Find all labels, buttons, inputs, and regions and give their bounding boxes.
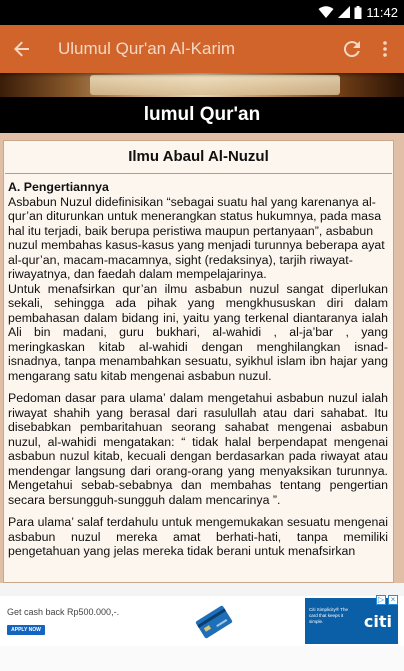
content-bottom-edge — [0, 583, 404, 596]
adchoices-icon[interactable]: ▷ — [377, 595, 385, 604]
paragraph-1: Asbabun Nuzul didefinisikan “sebagai suatu hal yang karenanya al-qur’an diturunkan untuk menerangkan status hukumnya, pada masa hal itu terjadi, baik berupa peristiwa maupun pertanyaan”, asbabun nuzul membahas kasus-kasus yang menjadi turunnya beberapa ayat al-qur’an, macam-macamnya, sight (redaksinya), tarjih riwayat-riwayatnya, dan faedah dalam mempelajarinya. — [8, 194, 385, 281]
bottom-area — [0, 646, 404, 671]
page-header — [0, 97, 404, 133]
back-button[interactable] — [2, 25, 42, 73]
battery-icon — [354, 6, 362, 19]
paragraph-3: Pedoman dasar para ulama’ dalam mengetahui asbabun nuzul ialah riwayat shahih yang berasal dari rasulullah atau dari sahabat. Itu disebabkan pembaritahuan seorang sahabat mengenai asbabun nuzul, al-wahidi mengatakan: “ tidak halal berpendapat mengenai asbabun nuzul kitab, kecuali dengan berdasarkan pada riwayat atau mendengar langsung dari orang-orang yang menyaksikan turunnya. Mengetahui sebab-sebabnya dan membahas tentang pengertian secara bersungguh-sungguh dalam mencarinya ”. — [8, 391, 388, 507]
more-options-button[interactable] — [370, 25, 400, 73]
clock: 11:42 — [366, 5, 398, 20]
more-vert-icon — [383, 41, 387, 57]
article-title: Ilmu Abaul Al-Nuzul — [128, 148, 269, 165]
refresh-button[interactable] — [334, 25, 370, 73]
ad-banner[interactable] — [0, 596, 404, 646]
banner-scroll-decoration — [90, 75, 340, 95]
ad-brand-text: Citi Simplicity® The card that keeps it simple. — [309, 607, 348, 624]
page-title: lumul Qur'an — [143, 104, 261, 125]
app-bar — [0, 25, 404, 73]
refresh-icon — [344, 41, 360, 57]
section-heading: A. Pengertiannya — [8, 180, 109, 194]
wifi-icon — [318, 6, 334, 19]
ad-choices[interactable] — [376, 595, 398, 605]
close-icon[interactable]: × — [388, 595, 398, 605]
ad-brand-logo: citi — [363, 612, 392, 631]
ad-headline: Get cash back Rp500.000,-. — [7, 607, 120, 617]
arrow-back-icon — [14, 41, 30, 57]
credit-card-icon — [192, 602, 236, 642]
app-title: Ulumul Qur'an Al-Karim — [58, 39, 236, 58]
status-bar — [0, 0, 404, 25]
header-banner-image — [0, 73, 404, 97]
signal-icon — [338, 6, 350, 19]
paragraph-2: Untuk menafsirkan qur’an ilmu asbabun nuzul sangat diperlukan sekali, sehingga ada pihak yang mengkhususkan diri dalam pembahasan dalam bidang ini, yaitu yang terkenal diantaranya ialah Ali bin madani, guru bukhari, al-wahidi , al-ja’bar , yang meringkaskan kitab al-wahidi dengan menghilangkan isnad-isnadnya, tanpa menambahkan sesuatu, syikhul islam ibn hajar yang mengarang satu kitab mengenai asbabun nuzul. — [8, 281, 388, 383]
ad-apply-button[interactable]: APPLY NOW — [7, 625, 45, 635]
article-panel[interactable] — [3, 140, 394, 583]
paragraph-4: Para ulama’ salaf terdahulu untuk mengemukakan sesuatu mengenai asbabun nuzul mereka amat berhati-hati, tanpa memiliki pengetahuan yang jelas mereka tidak berani untuk menafsirkan — [8, 515, 388, 558]
article-body — [4, 174, 393, 559]
status-icons — [318, 4, 398, 21]
